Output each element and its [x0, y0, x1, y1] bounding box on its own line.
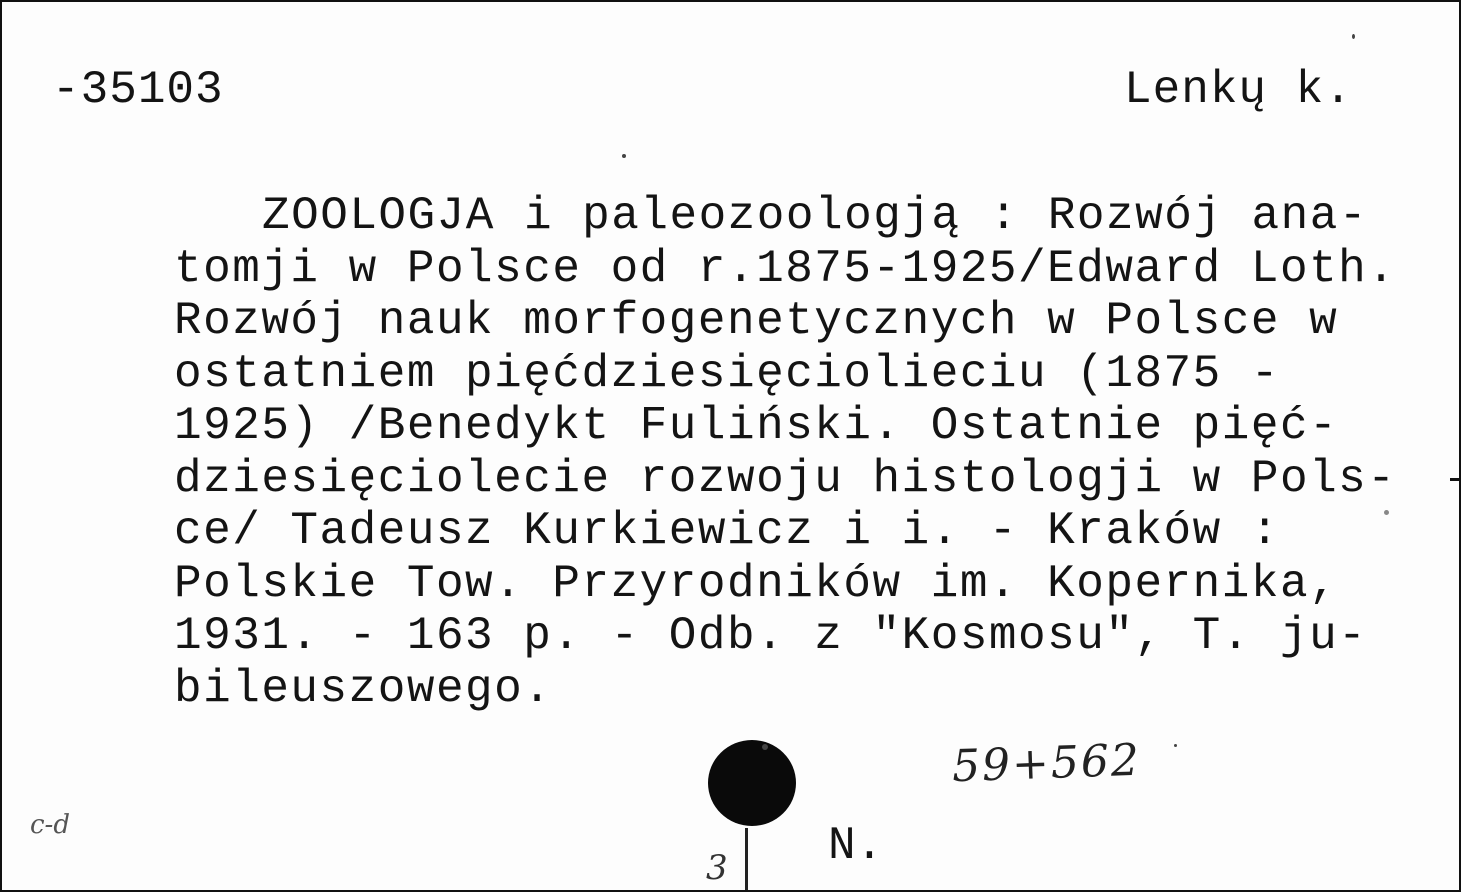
entry-line: tomji w Polsce od r.1875-1925/Edward Loth. — [174, 242, 1397, 295]
ink-speck — [762, 744, 768, 750]
entry-line: dziesięciolecie rozwoju histologji w Pols- — [174, 452, 1397, 505]
punch-hole — [708, 740, 796, 826]
ink-speck — [1384, 510, 1389, 515]
n-mark: N. — [828, 820, 884, 872]
edge-dash — [1450, 478, 1461, 481]
call-number: -35103 — [52, 64, 224, 116]
ink-speck — [1352, 34, 1355, 39]
entry-line: Rozwój nauk morfogenetycznych w Polsce w — [174, 295, 1339, 347]
tick-mark — [745, 828, 748, 890]
entry-line: 1931. - 163 p. - Odb. z "Kosmosu", T. ju- — [174, 610, 1368, 662]
ink-speck — [1174, 744, 1177, 747]
entry-line: ce/ Tadeusz Kurkiewicz i i. - Kraków : — [174, 505, 1280, 557]
entry-line: Polskie Tow. Przyrodników im. Kopernika, — [174, 557, 1339, 610]
bibliographic-entry — [174, 190, 1454, 715]
small-handwriting: 3 — [706, 848, 728, 888]
entry-line: 1925) /Benedykt Fuliński. Ostatnie pięć- — [174, 400, 1339, 452]
location-mark: Lenkų k. — [1124, 64, 1353, 116]
ink-speck — [622, 154, 626, 158]
entry-line: bileuszowego. — [174, 662, 553, 715]
entry-line: ostatniem pięćdziesięciolieciu (1875 - — [174, 347, 1280, 400]
handwritten-number: 59+562 — [951, 734, 1142, 793]
margin-scribble: c-d — [30, 810, 70, 840]
entry-line: ZOOLOGJA i paleozoologją : Rozwój ana- — [262, 190, 1368, 242]
